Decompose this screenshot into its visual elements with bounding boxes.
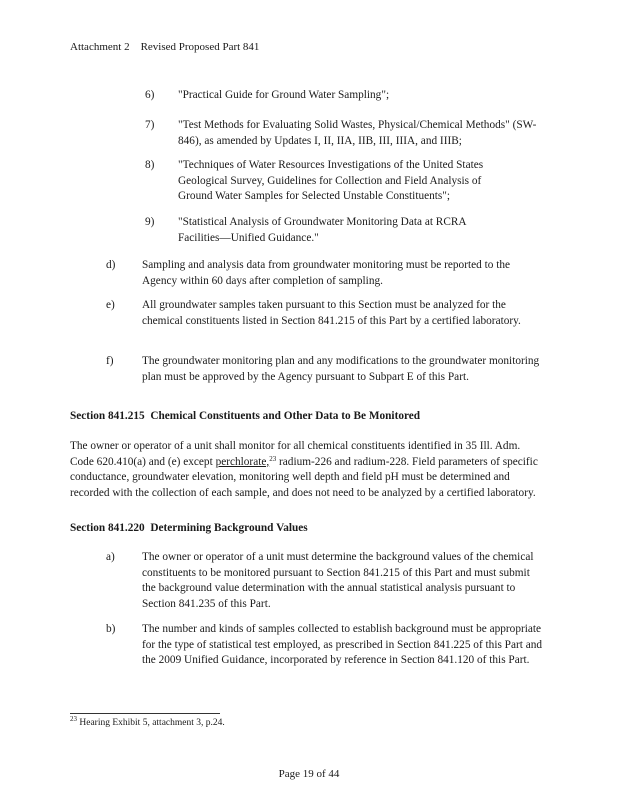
item-number: 9) (145, 216, 155, 228)
section-heading: Section 841.220 Determining Background Values (70, 522, 308, 534)
item-number: b) (106, 623, 116, 635)
item-number: 8) (145, 159, 155, 171)
item-number: f) (106, 355, 114, 367)
item-text: All groundwater samples taken pursuant to this Section must be analyzed for the chemical constituents listed in Section 841.215 of this Part by a certified laboratory. (142, 299, 521, 327)
item-text: "Techniques of Water Resources Investigations of the United States Geological Survey, Guidelines for Collection and Field Analysis of Ground Water Samples for Selected Unstable Constituents"; (178, 159, 484, 202)
footnote (70, 717, 225, 729)
item-number: 7) (145, 119, 155, 131)
item-text: The number and kinds of samples collected to establish background must be appropriate for the type of statistical test employed, as prescribed in Section 841.225 of this Part and the 2009 Unified Guidance, incorporated by reference in Section 841.120 of this Part. (142, 623, 543, 666)
item-text: The owner or operator of a unit must determine the background values of the chemical constituents to be monitored pursuant to Section 841.215 of this Part and must submit the background value determination with the annual statistical analysis pursuant to Section 841.235 of this Part. (142, 551, 534, 610)
item-number: a) (106, 551, 115, 563)
item-number: e) (106, 299, 115, 311)
item-text: The groundwater monitoring plan and any modifications to the groundwater monitoring plan must be approved by the Agency pursuant to Subpart E of this Part. (142, 355, 540, 383)
page-number: Page 19 of 44 (278, 768, 340, 780)
footnote-reference: 23 (269, 454, 277, 463)
item-text: "Statistical Analysis of Groundwater Monitoring Data at RCRA Facilities—Unified Guidance." (178, 216, 466, 244)
paragraph-text: radium-226 and radium-228. Field parameters of specific conductance, groundwater elevation, monitoring well depth and field pH must be determined and recorded with the collection of each sample, and does not need to be analyzed by a certified laboratory. (70, 455, 538, 499)
item-number: 6) (145, 89, 155, 101)
paragraph-text: The owner or operator of a unit shall monitor for all chemical constituents identified in 35 Ill. Adm. Code 620.410(a) and (e) except (70, 440, 521, 468)
underlined-term: perchlorate, (215, 455, 270, 468)
footnote-text: Hearing Exhibit 5, attachment 3, p.24. (79, 718, 225, 728)
item-number: d) (106, 259, 116, 271)
section-paragraph (70, 439, 540, 501)
section-heading: Section 841.215 Chemical Constituents and Other Data to Be Monitored (70, 410, 421, 422)
item-text: "Practical Guide for Ground Water Sampling"; (178, 89, 390, 101)
footnote-number: 23 (70, 715, 77, 723)
item-text: Sampling and analysis data from groundwater monitoring must be reported to the Agency within 60 days after completion of sampling. (142, 259, 511, 287)
running-header: Attachment 2 Revised Proposed Part 841 (70, 41, 260, 53)
footnote-divider (70, 713, 220, 714)
item-text: "Test Methods for Evaluating Solid Wastes, Physical/Chemical Methods" (SW-846), as amended by Updates I, II, IIA, IIB, III, IIIA, and IIIB; (178, 119, 537, 147)
